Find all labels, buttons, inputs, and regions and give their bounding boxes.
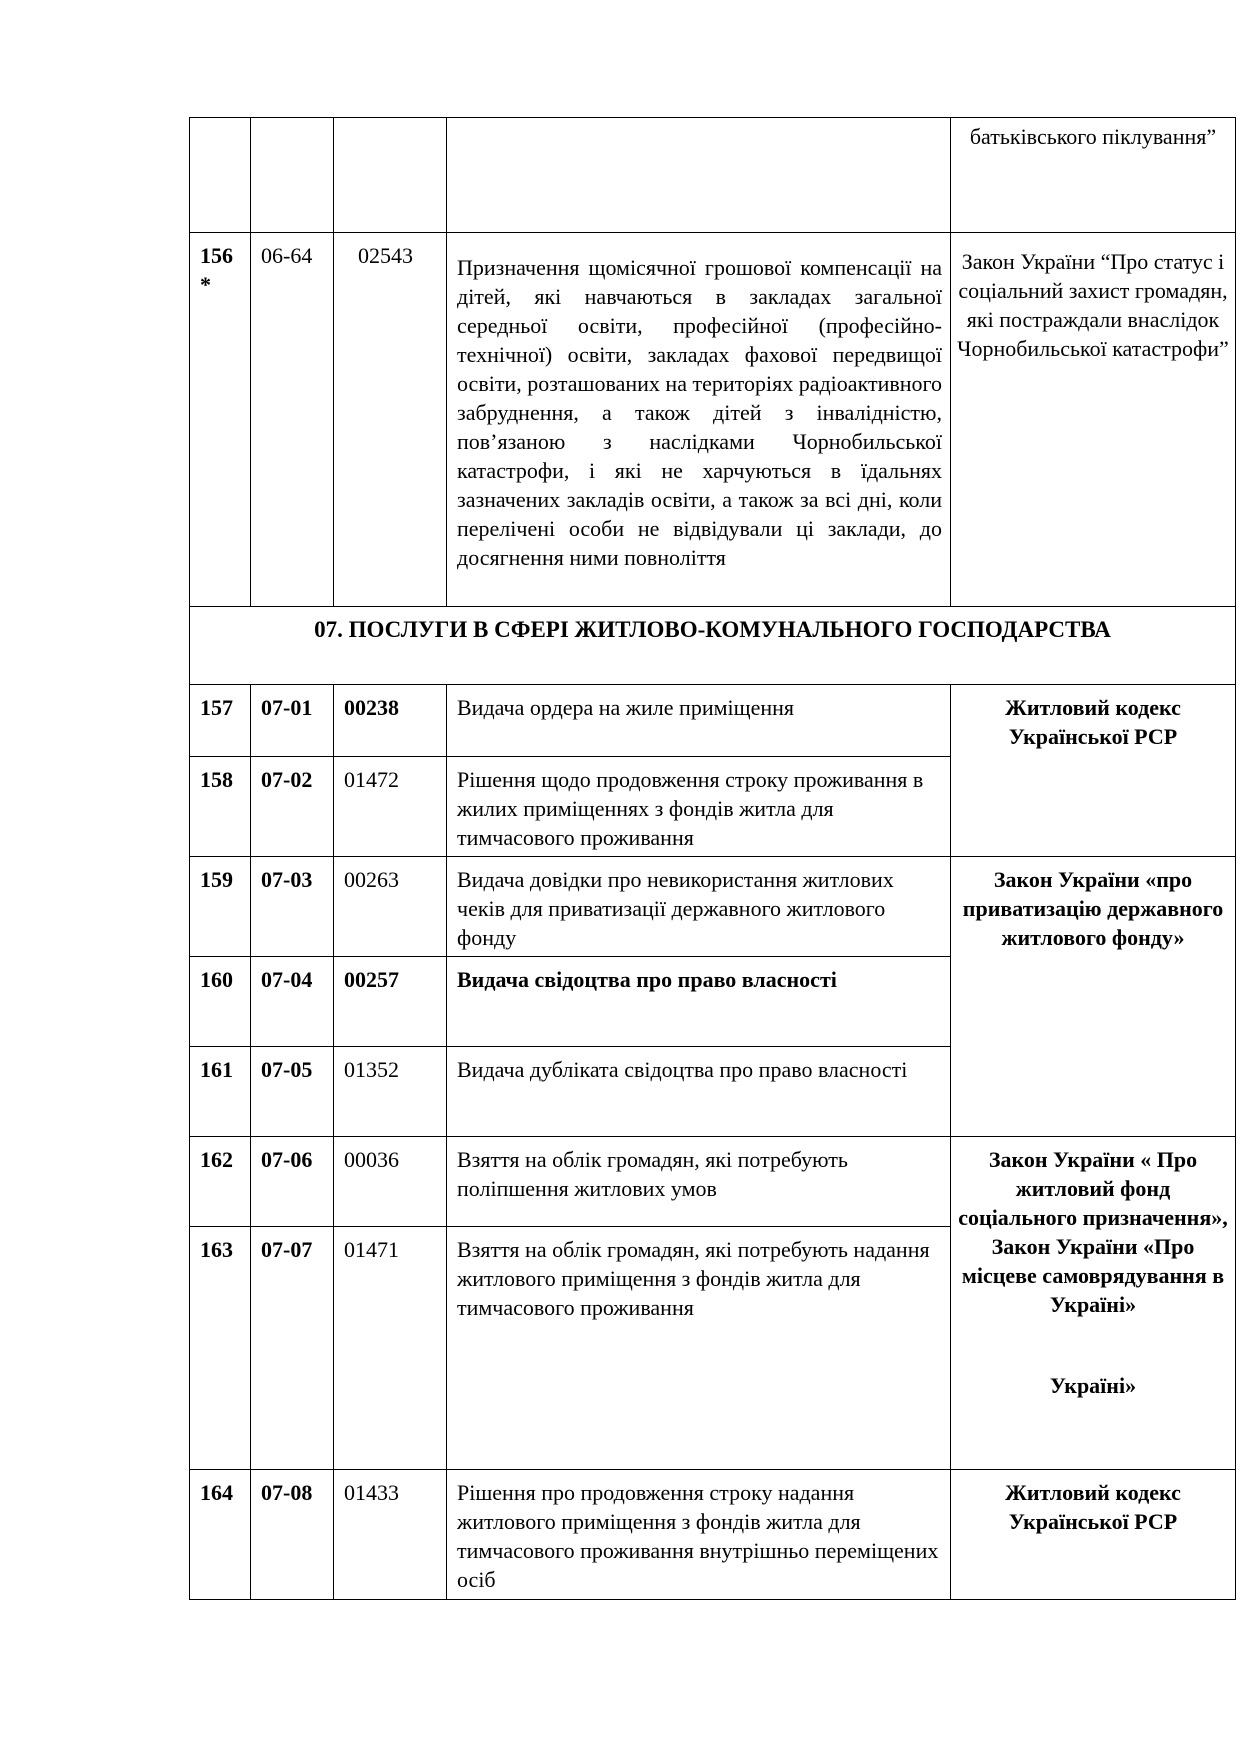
row-number: 156 * — [190, 233, 251, 607]
row-number — [190, 118, 251, 233]
row-number: 164 — [190, 1470, 251, 1600]
row-number: 159 — [190, 857, 251, 957]
row-id: 01472 — [334, 757, 447, 857]
row-description: Рішення щодо продовження строку проживання в жилих приміщеннях з фондів житла для тимчасового проживання — [447, 757, 951, 857]
row-code: 07-06 — [251, 1137, 334, 1227]
row-number: 158 — [190, 757, 251, 857]
row-number: 163 — [190, 1227, 251, 1470]
row-description: Видача ордера на жиле приміщення — [447, 685, 951, 757]
row-description: Видача свідоцтва про право власності — [447, 957, 951, 1047]
row-code: 07-08 — [251, 1470, 334, 1600]
row-code: 07-07 — [251, 1227, 334, 1470]
row-law: Закон України “Про статус і соціальний захист громадян, які постраждали внаслідок Чорнобильської катастрофи” — [951, 233, 1236, 607]
section-title: 07. ПОСЛУГИ В СФЕРІ ЖИТЛОВО-КОМУНАЛЬНОГО ГОСПОДАРСТВА — [190, 607, 1236, 685]
row-description: Взяття на облік громадян, які потребують надання житлового приміщення з фондів житла для тимчасового проживання — [447, 1227, 951, 1470]
row-id: 01352 — [334, 1047, 447, 1137]
row-id: 00238 — [334, 685, 447, 757]
table-row — [190, 233, 1236, 607]
row-number: 161 — [190, 1047, 251, 1137]
row-code: 07-02 — [251, 757, 334, 857]
row-id — [334, 118, 447, 233]
row-id: 00263 — [334, 857, 447, 957]
row-id: 01471 — [334, 1227, 447, 1470]
table-row — [190, 118, 1236, 233]
row-description: Видача дубліката свідоцтва про право власності — [447, 1047, 951, 1137]
row-law — [951, 1137, 1236, 1470]
row-id: 02543 — [334, 233, 447, 607]
row-description — [447, 118, 951, 233]
row-code: 06-64 — [251, 233, 334, 607]
row-code: 07-04 — [251, 957, 334, 1047]
law-text-tail: Україні» — [1049, 1373, 1137, 1398]
services-table — [189, 117, 1236, 1600]
row-description: Призначення щомісячної грошової компенсації на дітей, які навчаються в закладах загальної середньої освіти, професійної (професійно-технічної) освіти, закладах фахової передвищої освіти, розташованих на територіях радіоактивного забруднення, а також дітей з інвалідністю, пов’язаною з наслідками Чорнобильської катастрофи, і які не харчуються в їдальнях зазначених закладів освіти, а також за всі дні, коли перелічені особи не відвідували ці заклади, до досягнення ними повноліття — [447, 233, 951, 607]
row-number: 160 — [190, 957, 251, 1047]
law-text: Закон України « Про житловий фонд соціального призначення», Закон України «Про місцеве самоврядування в Україні» — [958, 1147, 1228, 1317]
table-row — [190, 1137, 1236, 1227]
row-code: 07-01 — [251, 685, 334, 757]
row-code — [251, 118, 334, 233]
table-row — [190, 857, 1236, 957]
row-number: 157 — [190, 685, 251, 757]
row-description: Рішення про продовження строку надання житлового приміщення з фондів житла для тимчасового проживання внутрішньо переміщених осіб — [447, 1470, 951, 1600]
row-id: 00257 — [334, 957, 447, 1047]
row-law: Закон України «про приватизацію державного житлового фонду» — [951, 857, 1236, 1137]
table-row — [190, 1470, 1236, 1600]
row-id: 00036 — [334, 1137, 447, 1227]
section-header-row — [190, 607, 1236, 685]
row-law: батьківського піклування” — [951, 118, 1236, 233]
row-code: 07-03 — [251, 857, 334, 957]
row-id: 01433 — [334, 1470, 447, 1600]
spacer — [957, 1319, 1229, 1371]
row-description: Видача довідки про невикористання житлових чеків для приватизації державного житлового фонду — [447, 857, 951, 957]
row-number: 162 — [190, 1137, 251, 1227]
row-law: Житловий кодекс Української РСР — [951, 1470, 1236, 1600]
table-row — [190, 685, 1236, 757]
row-code: 07-05 — [251, 1047, 334, 1137]
row-law: Житловий кодекс Української РСР — [951, 685, 1236, 857]
row-description: Взяття на облік громадян, які потребують поліпшення житлових умов — [447, 1137, 951, 1227]
